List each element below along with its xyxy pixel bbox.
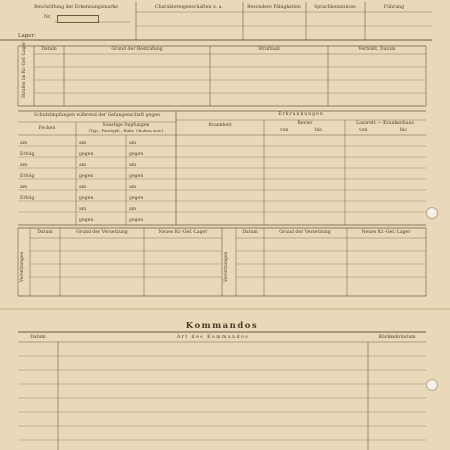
revier-von: von — [280, 128, 289, 133]
impfung-col-sonstige: Sonstige Impfungen — [102, 123, 150, 128]
erkrankungen-col-revier: Revier — [297, 121, 313, 126]
kommandos-col-rueckkehr: Rückkehrdatum — [378, 335, 416, 340]
kommandos-col-datum: Datum — [30, 335, 46, 340]
versetzungen-col-lager-right: Neues Kr.-Gef.-Lager — [361, 230, 411, 235]
strafen-col-grund: Grund der Bestrafung — [111, 47, 163, 52]
sonstige-gegen: gegen — [79, 196, 94, 201]
versetzungen-col-grund-right: Grund der Versetzung — [279, 230, 331, 235]
nr-field-box — [57, 15, 99, 23]
kommandos-title: Kommandos — [185, 321, 259, 331]
nr-label: Nr. — [44, 15, 52, 20]
header-col-erkennungsmarke: Beschriftung der Erkennungsmarke — [34, 5, 118, 10]
strafen-col-datum: Datum — [41, 47, 57, 52]
lager-label: Lager: — [18, 33, 36, 39]
sonstige-am: am — [79, 163, 87, 168]
impfung-col-sonstige-sub: (Typ., Paratyph., Ruhr, Cholera usw.) — [88, 128, 164, 133]
sonstige-am-2: am — [129, 163, 137, 168]
sonstige-gegen: gegen — [79, 218, 94, 223]
sonstige-am-2: am — [129, 185, 137, 190]
strafen-side-label: Strafen im Kr.-Gef.-Lager — [22, 41, 27, 98]
pocken-erfolg: Erfolg — [20, 196, 35, 201]
punch-hole-lower — [426, 379, 438, 391]
sonstige-gegen: gegen — [79, 152, 94, 157]
versetzungen-col-datum-right: Datum — [242, 230, 258, 235]
sonstige-gegen: gegen — [79, 174, 94, 179]
sonstige-am: am — [79, 207, 87, 212]
strafen-col-strafmass: Strafmaß — [258, 47, 280, 52]
sonstige-am: am — [79, 185, 87, 190]
versetzungen-col-lager-left: Neues Kr.-Gef.-Lager — [158, 230, 208, 235]
erkrankungen-col-krankheit: Krankheit — [208, 123, 232, 128]
pocken-erfolg: Erfolg — [20, 152, 35, 157]
impfung-title: Schutzimpfungen während der Gefangenschaft gegen — [34, 113, 160, 118]
lazarett-von: von — [359, 128, 368, 133]
header-col-faehigkeiten: Besondere Fähigkeiten — [247, 5, 301, 10]
pocken-am: am — [20, 163, 28, 168]
pocken-am: am — [20, 185, 28, 190]
kommandos-col-art: Art des Kommandos — [176, 335, 250, 340]
sonstige-am: am — [79, 141, 87, 146]
strafen-col-verbuesst: Verbüßt, Datum — [358, 47, 396, 52]
versetzungen-side-label-right: Versetzungen — [224, 251, 229, 282]
versetzungen-col-datum-left: Datum — [37, 230, 53, 235]
sonstige-am-2: am — [129, 207, 137, 212]
sonstige-gegen-2: gegen — [129, 196, 144, 201]
revier-bis: bis — [315, 128, 322, 133]
erkrankungen-title: Erkrankungen — [278, 112, 324, 117]
erkrankungen-col-lazarett: Lazarett — Krankenhaus — [356, 121, 414, 126]
header-col-fuehrung: Führung — [383, 5, 405, 10]
punch-hole-upper — [426, 207, 438, 219]
versetzungen-col-grund-left: Grund der Versetzung — [76, 230, 128, 235]
header-col-sprachkenntnisse: Sprachkenntnisse — [314, 5, 356, 10]
versetzungen-side-label-left: Versetzungen — [20, 251, 25, 282]
pocken-erfolg: Erfolg — [20, 174, 35, 179]
pocken-am: am — [20, 141, 28, 146]
sonstige-gegen-2: gegen — [129, 152, 144, 157]
lazarett-bis: bis — [400, 128, 407, 133]
header-col-charakter: Charaktereigenschaften u. a. — [155, 5, 223, 10]
impfung-col-pocken: Pocken — [38, 126, 56, 131]
sonstige-gegen-2: gegen — [129, 218, 144, 223]
sonstige-gegen-2: gegen — [129, 174, 144, 179]
sonstige-am-2: am — [129, 141, 137, 146]
